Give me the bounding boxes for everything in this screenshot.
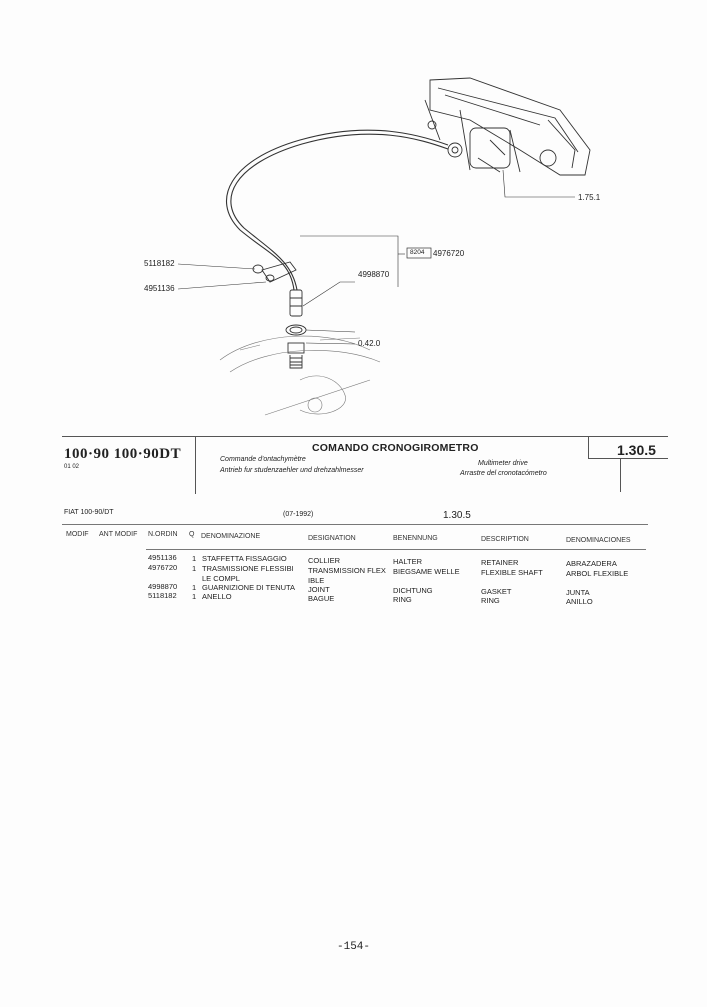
col-n-ordin: N.ORDIN: [148, 531, 178, 538]
vehicle-model: FIAT 100-90/DT: [64, 509, 114, 516]
col-denominazione: DENOMINAZIONE: [201, 533, 261, 540]
callout-5118182: 5118182: [144, 259, 175, 268]
title-french: Commande d'ontachymètre: [220, 456, 306, 463]
subheader-rule: [62, 524, 648, 525]
row-en: FLEXIBLE SHAFT: [481, 568, 543, 577]
columns-rule: [146, 549, 646, 550]
row-it: TRASMISSIONE FLESSIBI: [202, 564, 294, 573]
section-code: 1.30.5: [617, 442, 656, 458]
col-q: Q: [189, 531, 195, 538]
row-de: BIEGSAME WELLE: [393, 567, 460, 576]
row-part-number: 5118182: [148, 591, 177, 600]
col-designation: DESIGNATION: [308, 535, 356, 542]
col-benennung: BENENNUNG: [393, 535, 438, 542]
callout-4976720: 4976720: [433, 249, 465, 258]
row-part-number: 4951136: [148, 553, 177, 562]
engine-outline-drawing: [220, 336, 380, 415]
row-es: ABRAZADERA: [566, 559, 617, 568]
row-fr: TRANSMISSION FLEX: [308, 566, 386, 575]
row-de: RING: [393, 595, 412, 604]
row-fr: IBLE: [308, 576, 325, 585]
leader-lines: [178, 170, 575, 344]
row-de: DICHTUNG: [393, 586, 433, 595]
callout-8204: 8204: [410, 249, 425, 256]
callout-1-75-1: 1.75.1: [578, 193, 601, 202]
title-spanish: Arrastre del cronotacómetro: [460, 470, 547, 477]
row-qty: 1: [192, 592, 197, 601]
row-qty: 1: [192, 564, 197, 573]
revision-date: (07-1992): [283, 511, 314, 518]
row-it: ANELLO: [202, 592, 232, 601]
callout-0-42-0: 0.42.0: [358, 339, 381, 348]
row-fr: JOINT: [308, 585, 330, 594]
callout-4998870: 4998870: [358, 270, 390, 279]
header-top-rule: [62, 436, 668, 437]
row-en: RETAINER: [481, 558, 519, 567]
col-modif: MODIF: [66, 531, 89, 538]
row-it: STAFFETTA FISSAGGIO: [202, 554, 287, 563]
model-name: 100·90 100·90DT: [64, 446, 182, 462]
row-qty: 1: [192, 583, 197, 592]
row-it: GUARNIZIONE DI TENUTA: [202, 583, 296, 592]
page-number: -154-: [337, 941, 371, 953]
row-en: RING: [481, 596, 500, 605]
header-code-tick: [620, 458, 621, 492]
row-part-number: 4976720: [148, 563, 178, 572]
row-es: JUNTA: [566, 588, 590, 597]
title-english: Multimeter drive: [478, 460, 528, 467]
instrument-cluster-drawing: [425, 78, 590, 175]
connector-drawing: [286, 290, 306, 368]
row-fr: COLLIER: [308, 556, 341, 565]
parts-diagram: [0, 0, 707, 430]
row-qty: 1: [192, 554, 197, 563]
row-en: GASKET: [481, 587, 512, 596]
flexible-shaft-drawing: [227, 130, 449, 290]
col-description: DESCRIPTION: [481, 536, 529, 543]
section-title: COMANDO CRONOGIROMETRO: [312, 442, 479, 454]
header-divider-left: [195, 436, 196, 494]
row-part-number: 4998870: [148, 582, 178, 591]
row-es: ARBOL FLEXIBLE: [566, 569, 629, 578]
col-ant-modif: ANT MODIF: [99, 531, 138, 538]
title-german: Antrieb fur studenzaehler und drehzahlmesser: [220, 467, 364, 474]
header-divider-right: [588, 436, 589, 458]
callout-4951136: 4951136: [144, 284, 175, 293]
row-fr: BAGUE: [308, 594, 335, 603]
model-sub: 01 02: [64, 464, 80, 470]
row-de: HALTER: [393, 557, 423, 566]
row-it: LE COMPL: [202, 574, 240, 583]
col-denominaciones: DENOMINACIONES: [566, 537, 631, 544]
header-code-rule: [588, 458, 668, 459]
row-es: ANILLO: [566, 597, 593, 606]
subheader-code: 1.30.5: [443, 510, 471, 521]
clamp-drawing: [253, 262, 296, 282]
